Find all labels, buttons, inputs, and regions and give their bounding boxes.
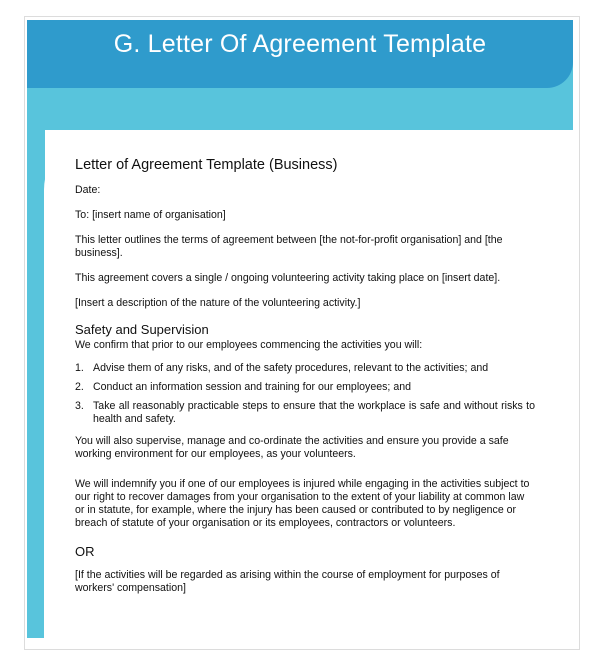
- list-item: [75, 381, 535, 394]
- list-item: [75, 362, 535, 375]
- left-accent-strip: [27, 20, 45, 638]
- list-item-text: Advise them of any risks, and of the safety procedures, relevant to the activities; and: [93, 362, 489, 374]
- list-item-text: Conduct an information session and training for our employees; and: [93, 381, 411, 393]
- safety-section-heading: Safety and Supervision: [75, 322, 209, 337]
- coverage-paragraph: This agreement covers a single / ongoing volunteering activity taking place on [insert date].: [75, 272, 501, 284]
- or-label: OR: [75, 544, 95, 559]
- list-item: [75, 400, 535, 426]
- document-heading: Letter of Agreement Template (Business): [75, 157, 338, 173]
- indemnify-paragraph: We will indemnify you if one of our employees is injured while engaging in the activities subject to our right to recover damages from your organisation to the extent of your liability at common law or in statute, for example, where the injury has been caused or contributed to by negligence or breach of statute of your organisation or its employees, contractors or volunteers.: [75, 478, 530, 529]
- alternative-paragraph: [If the activities will be regarded as arising within the course of employment for purposes of workers' compensation]: [75, 569, 500, 594]
- intro-paragraph: This letter outlines the terms of agreement between [the not-for-profit organisation] and [the business].: [75, 234, 503, 259]
- safety-intro: We confirm that prior to our employees commencing the activities you will:: [75, 339, 423, 351]
- list-item-text: Take all reasonably practicable steps to ensure that the workplace is safe and without risks to health and safety.: [93, 400, 535, 425]
- recipient-line: To: [insert name of organisation]: [75, 209, 226, 221]
- page-title: G. Letter Of Agreement Template: [113, 30, 487, 58]
- supervise-paragraph: You will also supervise, manage and co-ordinate the activities and ensure you provide a safe working environment for our employees, as your volunteers.: [75, 435, 509, 460]
- date-label: Date:: [75, 184, 101, 196]
- list-item-number: 3.: [75, 400, 84, 412]
- list-item-number: 1.: [75, 362, 84, 374]
- list-item-number: 2.: [75, 381, 84, 393]
- safety-list: [75, 362, 535, 426]
- letter-body: [75, 156, 535, 607]
- description-placeholder: [Insert a description of the nature of the volunteering activity.]: [75, 297, 361, 309]
